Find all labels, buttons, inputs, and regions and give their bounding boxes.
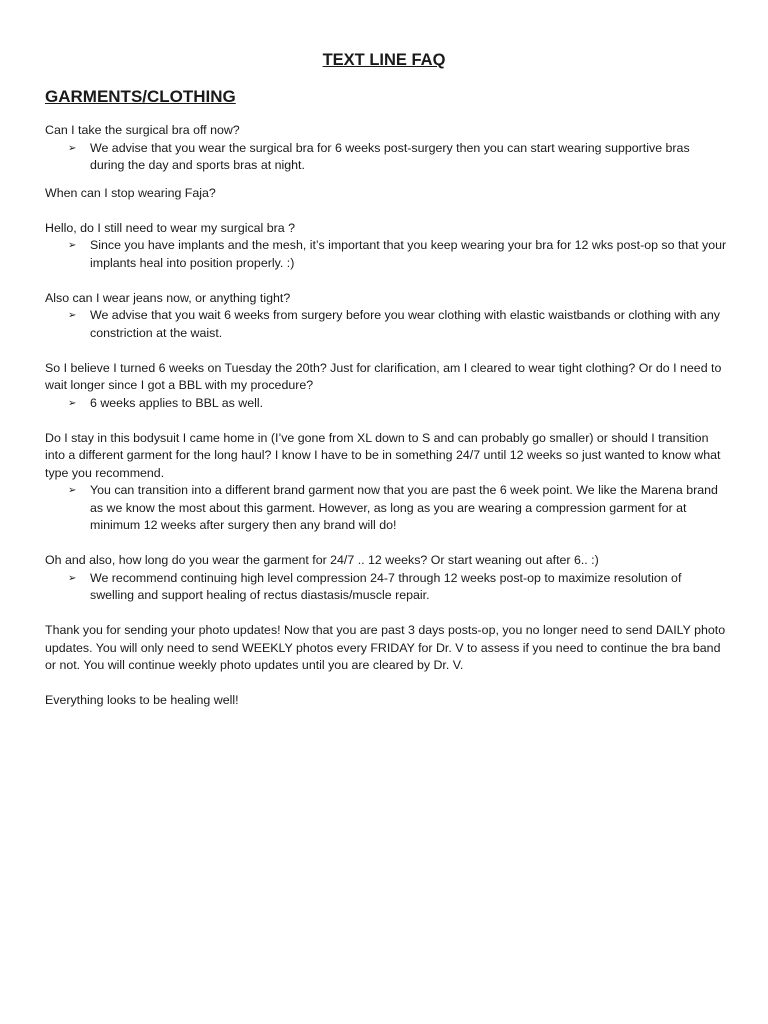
faq-answer-text: Since you have implants and the mesh, it’s important that you keep wearing your bra for 12 wks post-op so that your implants heal into position properly. :) <box>90 238 727 270</box>
faq-answer-text: 6 weeks applies to BBL as well. <box>90 395 264 410</box>
document-title: TEXT LINE FAQ <box>322 51 446 69</box>
arrowhead-bullet-icon: ➢ <box>68 572 77 584</box>
faq-answer-text: You can transition into a different brand garment now that you are past the 6 week point. We like the Marena brand as we know the most about this garment. However, as long as you are wearing a compression garment for at minimum 12 weeks after surgery then any brand will do! <box>90 483 718 532</box>
arrowhead-bullet-icon: ➢ <box>68 485 77 496</box>
arrowhead-bullet-icon: ➢ <box>68 142 77 154</box>
faq-question: Hello, do I still need to wear my surgical bra ? <box>45 220 295 235</box>
arrowhead-bullet-icon: ➢ <box>68 310 77 321</box>
faq-answer <box>45 237 727 272</box>
faq-answer <box>45 570 727 605</box>
faq-question: So I believe I turned 6 weeks on Tuesday the 20th? Just for clarification, am I cleared to wear tight clothing? Or do I need to wait longer since I got a BBL with my procedure? <box>45 360 722 392</box>
faq-question: Oh and also, how long do you wear the garment for 24/7 .. 12 weeks? Or start weaning out after 6.. :) <box>45 553 599 567</box>
arrowhead-bullet-icon: ➢ <box>68 397 77 409</box>
healing-paragraph: Everything looks to be healing well! <box>45 693 239 707</box>
photo-updates-paragraph: Thank you for sending your photo updates! Now that you are past 3 days posts-op, you no longer need to send DAILY photo updates. You will only need to send WEEKLY photos every FRIDAY for Dr. V to assess if you need to continue the bra band or not. You will continue weekly photo updates until you are cleared by Dr. V. <box>45 623 726 672</box>
faq-answer <box>45 307 727 342</box>
faq-question: When can I stop wearing Faja? <box>45 185 216 200</box>
arrowhead-bullet-icon: ➢ <box>68 240 77 251</box>
faq-answer-text: We advise that you wait 6 weeks from surgery before you wear clothing with elastic waistbands or clothing with any constriction at the waist. <box>90 308 720 340</box>
faq-question: Can I take the surgical bra off now? <box>45 123 240 137</box>
faq-answer-text: We recommend continuing high level compression 24-7 through 12 weeks post-op to maximize resolution of swelling and support healing of rectus diastasis/muscle repair. <box>90 570 682 602</box>
faq-answer <box>45 482 727 535</box>
faq-answer-text: We advise that you wear the surgical bra for 6 weeks post-surgery then you can start wearing supportive bras during the day and sports bras at night. <box>90 140 690 172</box>
faq-question: Also can I wear jeans now, or anything tight? <box>45 290 291 305</box>
section-heading: GARMENTS/CLOTHING <box>45 87 236 106</box>
faq-question: Do I stay in this bodysuit I came home in (I’ve gone from XL down to S and can probably go smaller) or should I transition into a different garment for the long haul? I know I have to be in something 24/7 until 12 weeks so just wanted to know what type you recommend. <box>45 430 721 480</box>
faq-answer <box>45 395 727 413</box>
faq-answer <box>45 140 727 175</box>
faq-content <box>45 122 727 710</box>
